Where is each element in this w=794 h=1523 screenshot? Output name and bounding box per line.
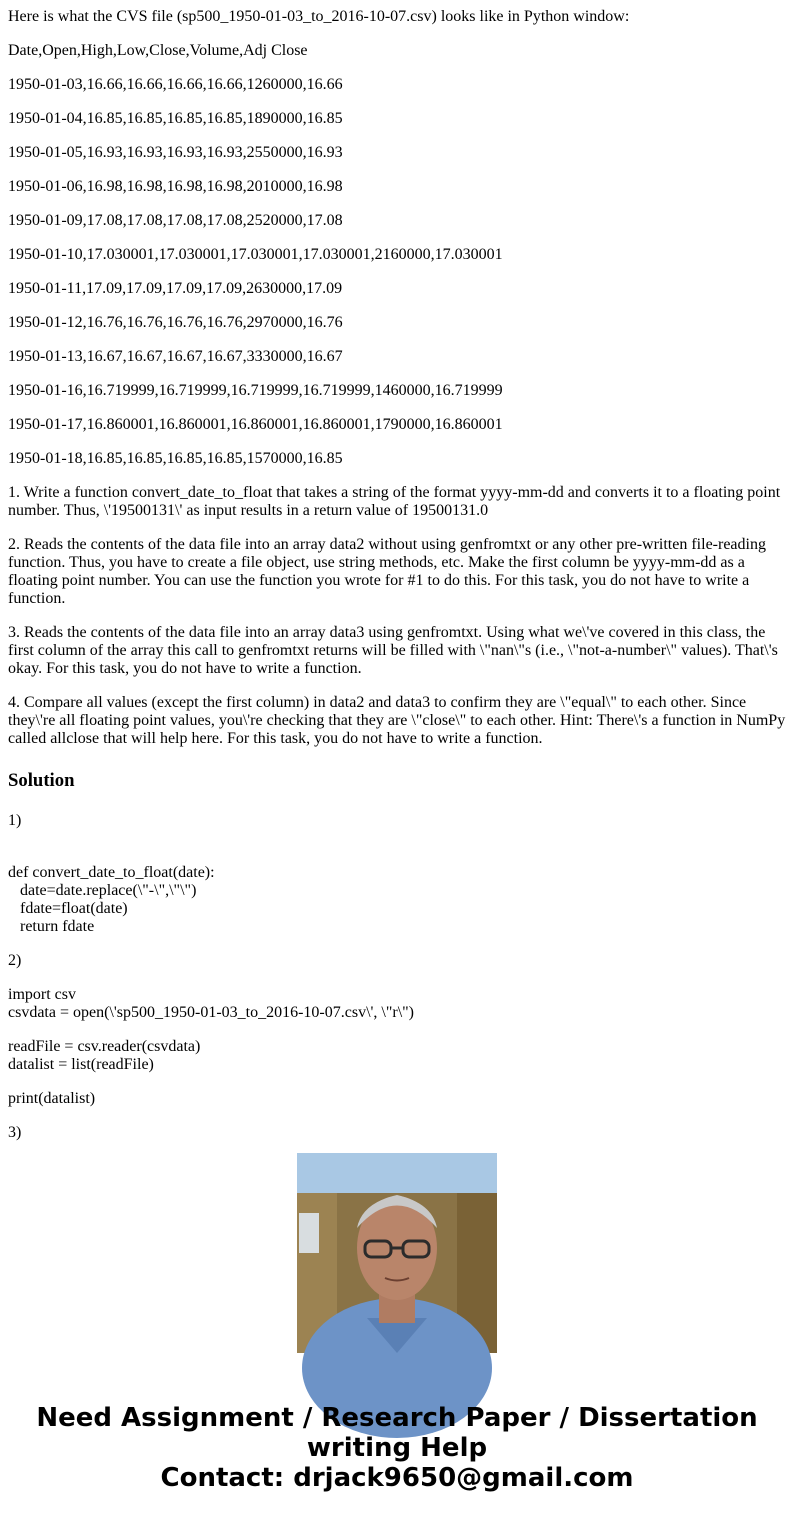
promo-banner [0,1403,794,1493]
code-line: datalist = list(readFile) [8,1056,154,1073]
intro-text: Here is what the CVS file (sp500_1950-01-03_to_2016-10-07.csv) looks like in Python window: [8,8,630,25]
solution-3-label: 3) [8,1124,22,1141]
code-line: def convert_date_to_float(date): [8,864,215,881]
promo-footer [0,1123,794,1523]
solution-heading: Solution [8,770,75,791]
author-photo-icon [297,1153,497,1353]
banner-line: writing Help [306,1433,488,1463]
banner-line: Need Assignment / Research Paper / Dissertation [36,1403,758,1433]
csv-line: 1950-01-16,16.719999,16.719999,16.719999,16.719999,1460000,16.719999 [8,382,503,399]
csv-line: 1950-01-11,17.09,17.09,17.09,17.09,2630000,17.09 [8,280,343,297]
csv-line: 1950-01-17,16.860001,16.860001,16.860001,16.860001,1790000,16.860001 [8,416,503,433]
solution-2-label: 2) [8,952,22,969]
csv-line: 1950-01-13,16.67,16.67,16.67,16.67,3330000,16.67 [8,348,343,365]
csv-header-line: Date,Open,High,Low,Close,Volume,Adj Close [8,42,308,59]
csv-line: 1950-01-18,16.85,16.85,16.85,16.85,1570000,16.85 [8,450,343,467]
solution-1-label: 1) [8,812,22,829]
code-line: readFile = csv.reader(csvdata) [8,1038,201,1055]
code-line: date=date.replace(\"-\",\"\") [8,882,197,899]
document-body [8,0,786,1141]
csv-line: 1950-01-03,16.66,16.66,16.66,16.66,1260000,16.66 [8,76,343,93]
csv-line: 1950-01-09,17.08,17.08,17.08,17.08,2520000,17.08 [8,212,343,229]
author-avatar [297,1153,497,1353]
code-line: import csv [8,986,76,1003]
csv-line: 1950-01-05,16.93,16.93,16.93,16.93,2550000,16.93 [8,144,343,161]
csv-line: 1950-01-06,16.98,16.98,16.98,16.98,2010000,16.98 [8,178,343,195]
code-line: csvdata = open(\'sp500_1950-01-03_to_2016-10-07.csv\', \"r\") [8,1004,415,1021]
code-line: return fdate [8,918,95,935]
csv-line: 1950-01-12,16.76,16.76,16.76,16.76,2970000,16.76 [8,314,343,331]
csv-line: 1950-01-04,16.85,16.85,16.85,16.85,1890000,16.85 [8,110,343,127]
code-line: print(datalist) [8,1090,96,1107]
task-4: 4. Compare all values (except the first column) in data2 and data3 to confirm they are \"equal\" to each other. Since they\'re all floating point values, you\'re checking that they are \"close\" to each other. Hint: There\'s a function in NumPy called allclose that will help here. For this task, you do not have to write a function. [8,694,786,747]
code-line: fdate=float(date) [8,900,128,917]
task-3: 3. Reads the contents of the data file into an array data3 using genfromtxt. Using what we\'ve covered in this class, the first column of the array this call to genfromtxt returns will be filled with \"nan\"s (i.e., \"not-a-number\" values). That\'s okay. For this task, you do not have to write a function. [8,624,778,677]
task-2: 2. Reads the contents of the data file into an array data2 without using genfromtxt or any other pre-written file-reading function. Thus, you have to create a file object, use string methods, etc. Make the first column be yyyy-mm-dd as a floating point number. You can use the function you wrote for #1 to do this. For this task, you do not have to write a function. [8,536,766,607]
task-1: 1. Write a function convert_date_to_float that takes a string of the format yyyy-mm-dd and converts it to a floating point number. Thus, \'19500131\' as input results in a return value of 19500131.0 [8,484,781,519]
csv-line: 1950-01-10,17.030001,17.030001,17.030001,17.030001,2160000,17.030001 [8,246,503,263]
contact-email[interactable]: Contact: drjack9650@gmail.com [160,1463,634,1493]
